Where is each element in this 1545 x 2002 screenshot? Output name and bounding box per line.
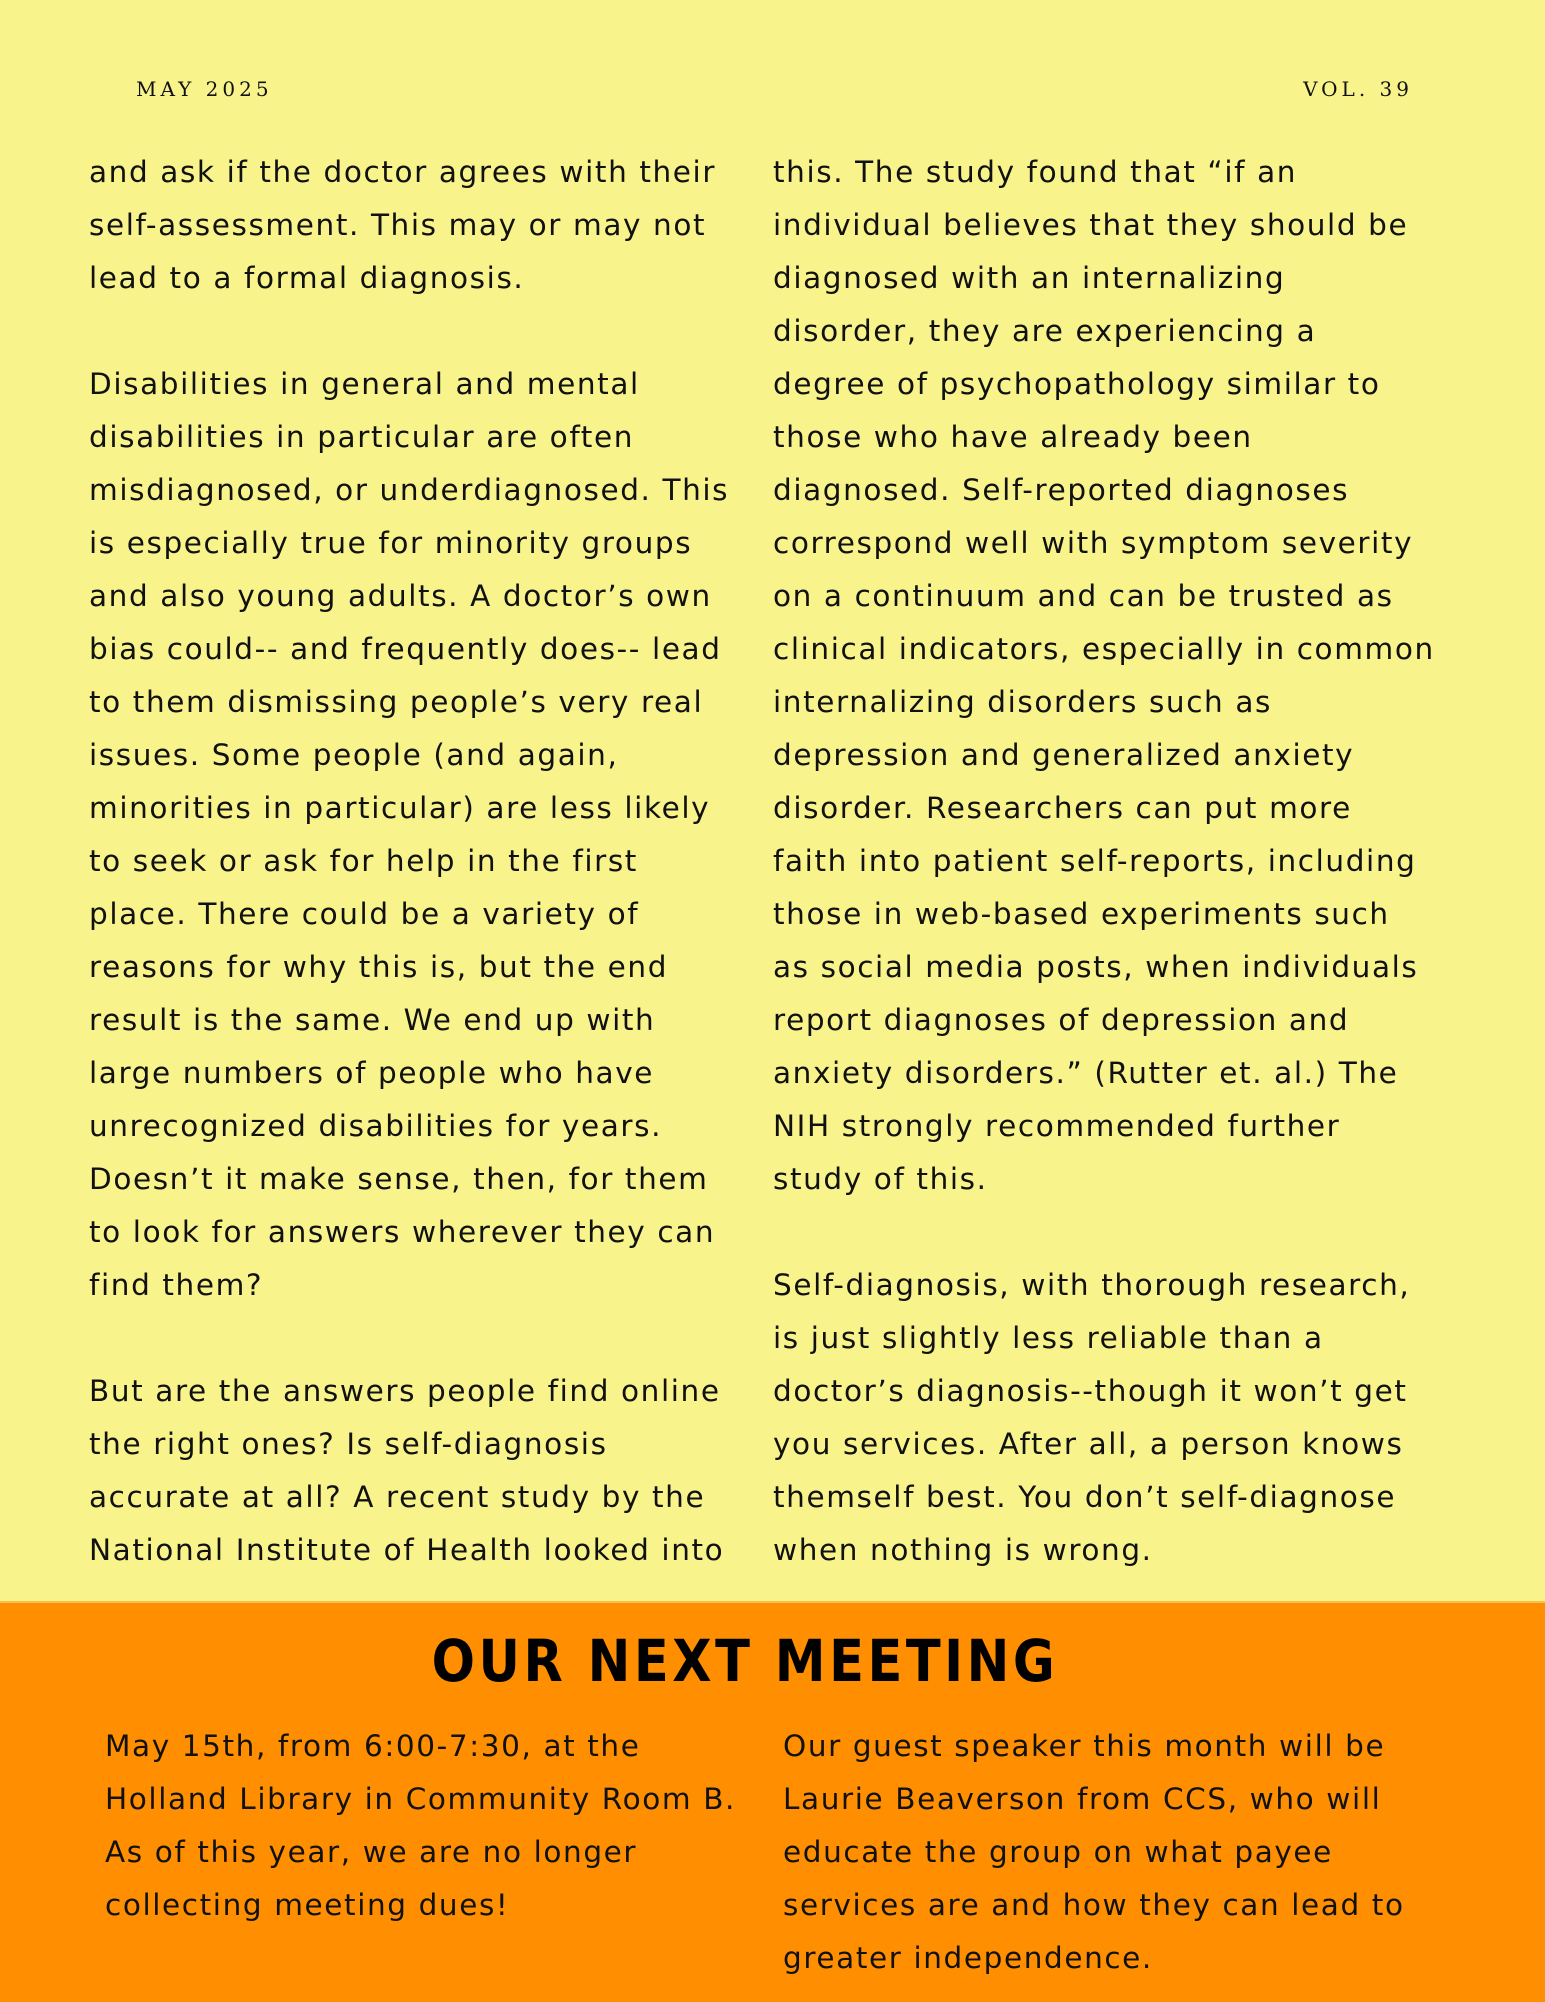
- text-line: is especially true for minority groups: [89, 526, 693, 560]
- issue-date: MAY 2025: [136, 77, 273, 101]
- section-heading: OUR NEXT MEETING: [431, 1627, 1059, 1695]
- text-line: accurate at all? A recent study by the: [89, 1480, 706, 1514]
- text-line: place. There could be a variety of: [89, 897, 640, 931]
- guest-speaker-details: [783, 1720, 1405, 1985]
- text-line: result is the same. We end up with: [89, 1003, 656, 1037]
- text-line: diagnosed with an internalizing: [773, 261, 1286, 295]
- text-line: self-assessment. This may or may not: [89, 208, 707, 242]
- paragraph: [773, 146, 1435, 1206]
- text-line: issues. Some people (and again,: [89, 738, 619, 772]
- text-line: to them dismissing people’s very real: [89, 685, 704, 719]
- text-line: services are and how they can lead to: [783, 1888, 1405, 1922]
- text-line: the right ones? Is self-diagnosis: [89, 1427, 608, 1461]
- text-line: when nothing is wrong.: [773, 1533, 1153, 1567]
- paragraph: [89, 146, 729, 305]
- text-line: misdiagnosed, or underdiagnosed. This: [89, 473, 730, 507]
- text-line: collecting meeting dues!: [105, 1888, 510, 1922]
- meeting-details: [105, 1720, 736, 1932]
- text-line: NIH strongly recommended further: [773, 1109, 1341, 1143]
- article-right-column: [773, 146, 1435, 1577]
- text-line: those in web-based experiments such: [773, 897, 1390, 931]
- text-line: is just slightly less reliable than a: [773, 1321, 1324, 1355]
- text-line: themself best. You don’t self-diagnose: [773, 1480, 1397, 1514]
- text-line: disorder, they are experiencing a: [773, 314, 1317, 348]
- text-line: and ask if the doctor agrees with their: [89, 155, 717, 189]
- text-line: National Institute of Health looked into: [89, 1533, 725, 1567]
- text-line: clinical indicators, especially in common: [773, 632, 1435, 666]
- paragraph: [89, 1365, 729, 1577]
- text-line: disabilities in particular are often: [89, 420, 635, 454]
- text-line: and also young adults. A doctor’s own: [89, 579, 712, 613]
- text-line: depression and generalized anxiety: [773, 738, 1355, 772]
- text-line: minorities in particular) are less likely: [89, 791, 711, 825]
- text-line: As of this year, we are no longer: [105, 1835, 638, 1869]
- text-line: find them?: [89, 1268, 264, 1302]
- text-line: correspond well with symptom severity: [773, 526, 1414, 560]
- text-line: Holland Library in Community Room B.: [105, 1782, 737, 1816]
- text-line: Doesn’t it make sense, then, for them: [89, 1162, 709, 1196]
- text-line: unrecognized disabilities for years.: [89, 1109, 663, 1143]
- text-line: this. The study found that “if an: [773, 155, 1298, 189]
- text-line: internalizing disorders such as: [773, 685, 1272, 719]
- text-line: individual believes that they should be: [773, 208, 1409, 242]
- article-left-column: [89, 146, 729, 1577]
- text-line: bias could-- and frequently does-- lead: [89, 632, 722, 666]
- text-line: Laurie Beaverson from CCS, who will: [783, 1782, 1382, 1816]
- text-line: lead to a formal diagnosis.: [89, 261, 525, 295]
- text-line: on a continuum and can be trusted as: [773, 579, 1394, 613]
- text-line: reasons for why this is, but the end: [89, 950, 669, 984]
- text-line: educate the group on what payee: [783, 1835, 1333, 1869]
- paragraph: [89, 358, 729, 1312]
- text-line: doctor’s diagnosis--though it won’t get: [773, 1374, 1408, 1408]
- text-line: Our guest speaker this month will be: [783, 1729, 1386, 1763]
- text-line: Self-diagnosis, with thorough research,: [773, 1268, 1411, 1302]
- text-line: greater independence.: [783, 1941, 1153, 1975]
- text-line: to look for answers wherever they can: [89, 1215, 716, 1249]
- text-line: Disabilities in general and mental: [89, 367, 640, 401]
- text-line: you services. After all, a person knows: [773, 1427, 1404, 1461]
- text-line: report diagnoses of depression and: [773, 1003, 1350, 1037]
- text-line: But are the answers people find online: [89, 1374, 721, 1408]
- text-line: May 15th, from 6:00-7:30, at the: [105, 1729, 641, 1763]
- text-line: as social media posts, when individuals: [773, 950, 1419, 984]
- text-line: disorder. Researchers can put more: [773, 791, 1352, 825]
- text-line: degree of psychopathology similar to: [773, 367, 1381, 401]
- next-meeting-section: [0, 1601, 1545, 2002]
- text-line: diagnosed. Self-reported diagnoses: [773, 473, 1350, 507]
- text-line: study of this.: [773, 1162, 988, 1196]
- text-line: faith into patient self-reports, including: [773, 844, 1417, 878]
- paragraph: [773, 1259, 1435, 1577]
- text-line: to seek or ask for help in the first: [89, 844, 638, 878]
- text-line: large numbers of people who have: [89, 1056, 655, 1090]
- text-line: anxiety disorders.” (Rutter et. al.) The: [773, 1056, 1399, 1090]
- text-line: those who have already been: [773, 420, 1253, 454]
- volume-number: VOL. 39: [1303, 77, 1413, 101]
